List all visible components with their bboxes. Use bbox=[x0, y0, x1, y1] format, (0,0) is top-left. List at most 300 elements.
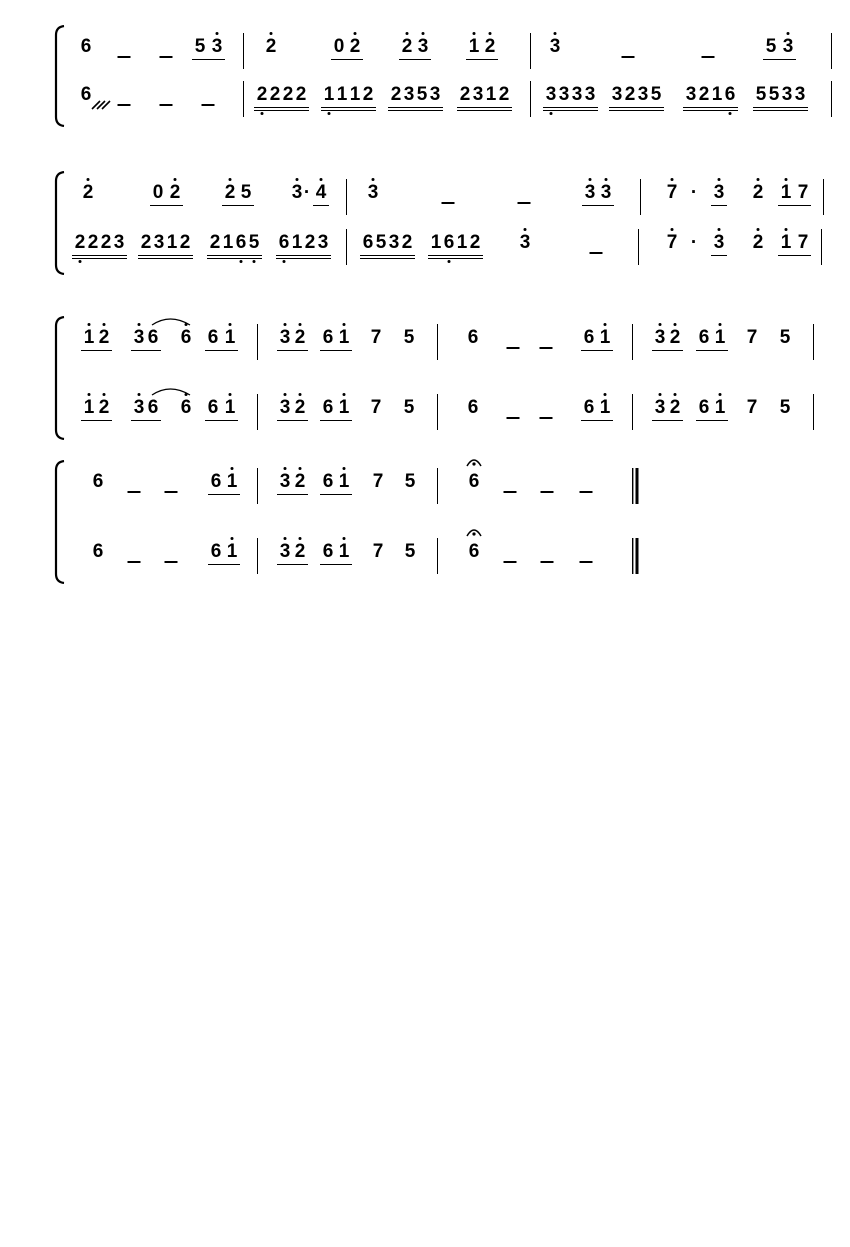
underline bbox=[205, 350, 238, 351]
note: 2 bbox=[224, 182, 236, 203]
note: 2 bbox=[401, 232, 413, 253]
double-underline bbox=[321, 110, 376, 111]
fermata-mark bbox=[465, 455, 483, 473]
underline bbox=[696, 420, 728, 421]
octave-dot-above bbox=[229, 178, 232, 181]
note: 3 bbox=[133, 397, 145, 418]
note: 3 bbox=[153, 232, 165, 253]
octave-dot-above bbox=[343, 393, 346, 396]
note: 6 bbox=[278, 232, 290, 253]
note: 3 bbox=[637, 84, 649, 105]
octave-dot-above bbox=[299, 467, 302, 470]
note: 3 bbox=[279, 471, 291, 492]
note: 2 bbox=[624, 84, 636, 105]
note: 3 bbox=[133, 327, 145, 348]
note: 7 bbox=[666, 182, 678, 203]
note: 3 bbox=[403, 84, 415, 105]
double-underline bbox=[72, 258, 127, 259]
underline bbox=[543, 107, 598, 108]
underline bbox=[320, 350, 352, 351]
note: 6 bbox=[467, 327, 479, 348]
note: 2 bbox=[669, 397, 681, 418]
octave-dot-above bbox=[284, 537, 287, 540]
note: 1 bbox=[430, 232, 442, 253]
octave-dot-above bbox=[103, 323, 106, 326]
note: 3 bbox=[685, 84, 697, 105]
note: 6 bbox=[207, 327, 219, 348]
octave-dot-above bbox=[589, 178, 592, 181]
note: 2 bbox=[98, 327, 110, 348]
sustain-dash bbox=[128, 491, 141, 493]
octave-dot-above bbox=[343, 467, 346, 470]
note: 3 bbox=[558, 84, 570, 105]
note: 1 bbox=[291, 232, 303, 253]
underline bbox=[778, 255, 811, 256]
note: 5 bbox=[404, 541, 416, 562]
octave-dot-above bbox=[406, 32, 409, 35]
double-underline bbox=[543, 110, 598, 111]
slur bbox=[150, 384, 192, 402]
underline bbox=[320, 564, 352, 565]
underline bbox=[208, 494, 240, 495]
note: 6 bbox=[235, 232, 247, 253]
barline bbox=[346, 229, 347, 265]
note: 6 bbox=[322, 327, 334, 348]
note: 2 bbox=[282, 84, 294, 105]
double-underline bbox=[138, 258, 193, 259]
note: 3 bbox=[782, 36, 794, 57]
underline bbox=[254, 107, 309, 108]
double-underline bbox=[276, 258, 331, 259]
octave-dot-above bbox=[299, 323, 302, 326]
barline bbox=[437, 394, 438, 430]
note: 6 bbox=[724, 84, 736, 105]
barline bbox=[831, 81, 832, 117]
note: 0 bbox=[152, 182, 164, 203]
underline bbox=[277, 420, 308, 421]
note: 6 bbox=[210, 541, 222, 562]
sustain-dash bbox=[504, 491, 517, 493]
note: 1 bbox=[780, 182, 792, 203]
octave-dot-below bbox=[240, 260, 243, 263]
note: 2 bbox=[669, 327, 681, 348]
note: · bbox=[303, 182, 311, 203]
octave-dot-above bbox=[787, 32, 790, 35]
note: 1 bbox=[226, 541, 238, 562]
note: 3 bbox=[781, 84, 793, 105]
octave-dot-above bbox=[296, 178, 299, 181]
octave-dot-above bbox=[299, 537, 302, 540]
octave-dot-above bbox=[87, 178, 90, 181]
note: 5 bbox=[240, 182, 252, 203]
octave-dot-above bbox=[671, 228, 674, 231]
sustain-dash bbox=[160, 56, 173, 58]
octave-dot-above bbox=[604, 323, 607, 326]
note: 3 bbox=[519, 232, 531, 253]
note: 7 bbox=[797, 182, 809, 203]
note: 1 bbox=[456, 232, 468, 253]
note: 5 bbox=[404, 471, 416, 492]
note: 6 bbox=[322, 471, 334, 492]
double-underline bbox=[457, 110, 512, 111]
octave-dot-above bbox=[229, 323, 232, 326]
barline bbox=[530, 81, 531, 117]
double-underline bbox=[683, 110, 738, 111]
note: 6 bbox=[210, 471, 222, 492]
note: 2 bbox=[82, 182, 94, 203]
octave-dot-above bbox=[216, 32, 219, 35]
underline bbox=[207, 255, 262, 256]
underline bbox=[208, 564, 240, 565]
underline bbox=[696, 350, 728, 351]
underline bbox=[388, 107, 443, 108]
note: 1 bbox=[714, 327, 726, 348]
note: 2 bbox=[256, 84, 268, 105]
note: 7 bbox=[666, 232, 678, 253]
note: 3 bbox=[113, 232, 125, 253]
octave-dot-above bbox=[757, 228, 760, 231]
note: 6 bbox=[80, 36, 92, 57]
underline bbox=[313, 205, 329, 206]
underline bbox=[320, 494, 352, 495]
note: 6 bbox=[583, 327, 595, 348]
underline bbox=[277, 564, 308, 565]
note: 3 bbox=[600, 182, 612, 203]
double-underline bbox=[254, 110, 309, 111]
note: 2 bbox=[349, 36, 361, 57]
octave-dot-above bbox=[674, 393, 677, 396]
note: 6 bbox=[322, 397, 334, 418]
note: 3 bbox=[654, 327, 666, 348]
note: 1 bbox=[83, 327, 95, 348]
note: 1 bbox=[338, 471, 350, 492]
note: 2 bbox=[469, 232, 481, 253]
underline bbox=[138, 255, 193, 256]
underline bbox=[753, 107, 808, 108]
note: · bbox=[690, 182, 698, 203]
octave-dot-above bbox=[229, 393, 232, 396]
note: 6 bbox=[180, 397, 192, 418]
note: 2 bbox=[304, 232, 316, 253]
note: 5 bbox=[248, 232, 260, 253]
note: 3 bbox=[291, 182, 303, 203]
note: 7 bbox=[370, 327, 382, 348]
note: 1 bbox=[224, 327, 236, 348]
note: 1 bbox=[224, 397, 236, 418]
sustain-dash bbox=[518, 202, 531, 204]
octave-dot-above bbox=[524, 228, 527, 231]
barline bbox=[813, 394, 814, 430]
note: 5 bbox=[779, 327, 791, 348]
sustain-dash bbox=[590, 252, 603, 254]
note: 2 bbox=[484, 36, 496, 57]
note: 1 bbox=[166, 232, 178, 253]
note: 2 bbox=[294, 541, 306, 562]
note: 5 bbox=[416, 84, 428, 105]
octave-dot-below bbox=[729, 112, 732, 115]
note: 0 bbox=[333, 36, 345, 57]
sustain-dash bbox=[507, 347, 520, 349]
octave-dot-above bbox=[138, 393, 141, 396]
underline bbox=[652, 350, 683, 351]
note: 1 bbox=[336, 84, 348, 105]
note: 2 bbox=[269, 84, 281, 105]
sustain-dash bbox=[541, 491, 554, 493]
octave-dot-below bbox=[550, 112, 553, 115]
octave-dot-above bbox=[659, 393, 662, 396]
note: 6 bbox=[698, 397, 710, 418]
note: 6 bbox=[468, 541, 480, 562]
tremolo-mark bbox=[90, 97, 116, 116]
sustain-dash bbox=[507, 417, 520, 419]
note: 6 bbox=[147, 327, 159, 348]
note: 3 bbox=[545, 84, 557, 105]
octave-dot-above bbox=[718, 178, 721, 181]
note: 5 bbox=[403, 327, 415, 348]
double-underline bbox=[388, 110, 443, 111]
note: 2 bbox=[98, 397, 110, 418]
octave-dot-above bbox=[659, 323, 662, 326]
barline bbox=[638, 229, 639, 265]
octave-dot-above bbox=[88, 323, 91, 326]
note: 3 bbox=[279, 327, 291, 348]
octave-dot-above bbox=[343, 323, 346, 326]
octave-dot-above bbox=[354, 32, 357, 35]
note: 2 bbox=[100, 232, 112, 253]
note: 3 bbox=[584, 182, 596, 203]
sustain-dash bbox=[442, 202, 455, 204]
note: 3 bbox=[472, 84, 484, 105]
note: 2 bbox=[362, 84, 374, 105]
note: 3 bbox=[713, 232, 725, 253]
underline bbox=[277, 350, 308, 351]
note: 7 bbox=[370, 397, 382, 418]
note: 1 bbox=[338, 397, 350, 418]
barline bbox=[257, 468, 258, 504]
underline bbox=[205, 420, 238, 421]
fermata-mark bbox=[465, 525, 483, 543]
double-underline bbox=[609, 110, 664, 111]
note: 6 bbox=[180, 327, 192, 348]
octave-dot-above bbox=[757, 178, 760, 181]
sustain-dash bbox=[160, 104, 173, 106]
system-bracket bbox=[54, 171, 64, 275]
underline bbox=[72, 255, 127, 256]
note: 1 bbox=[226, 471, 238, 492]
barline bbox=[821, 229, 822, 265]
underline bbox=[320, 420, 352, 421]
note: 3 bbox=[794, 84, 806, 105]
note: 2 bbox=[752, 232, 764, 253]
note: 7 bbox=[372, 471, 384, 492]
barline bbox=[640, 179, 641, 215]
underline bbox=[428, 255, 483, 256]
note: 2 bbox=[265, 36, 277, 57]
barline bbox=[632, 324, 633, 360]
note: 1 bbox=[485, 84, 497, 105]
note: 7 bbox=[746, 397, 758, 418]
note: 2 bbox=[140, 232, 152, 253]
underline bbox=[778, 205, 811, 206]
octave-dot-above bbox=[103, 393, 106, 396]
underline bbox=[466, 59, 498, 60]
barline bbox=[243, 81, 244, 117]
note: 7 bbox=[746, 327, 758, 348]
underline bbox=[150, 205, 183, 206]
note: 3 bbox=[367, 182, 379, 203]
octave-dot-above bbox=[231, 467, 234, 470]
octave-dot-above bbox=[604, 393, 607, 396]
double-underline bbox=[428, 258, 483, 259]
barline bbox=[243, 33, 244, 69]
barline bbox=[346, 179, 347, 215]
octave-dot-above bbox=[284, 467, 287, 470]
note: 6 bbox=[467, 397, 479, 418]
slur bbox=[150, 314, 192, 332]
note: 7 bbox=[372, 541, 384, 562]
octave-dot-above bbox=[785, 228, 788, 231]
note: 6 bbox=[322, 541, 334, 562]
final-barline bbox=[632, 538, 640, 579]
note: 1 bbox=[711, 84, 723, 105]
note: 5 bbox=[403, 397, 415, 418]
note: 1 bbox=[323, 84, 335, 105]
note: 6 bbox=[80, 84, 92, 105]
underline bbox=[399, 59, 431, 60]
double-underline bbox=[360, 258, 415, 259]
sustain-dash bbox=[504, 561, 517, 563]
note: 3 bbox=[549, 36, 561, 57]
underline bbox=[192, 59, 225, 60]
sustain-dash bbox=[702, 56, 715, 58]
note: 1 bbox=[780, 232, 792, 253]
barline bbox=[257, 538, 258, 574]
note: 2 bbox=[209, 232, 221, 253]
underline bbox=[222, 205, 254, 206]
octave-dot-above bbox=[674, 323, 677, 326]
octave-dot-above bbox=[719, 323, 722, 326]
octave-dot-below bbox=[253, 260, 256, 263]
note: 2 bbox=[498, 84, 510, 105]
note: 5 bbox=[194, 36, 206, 57]
note: 1 bbox=[599, 397, 611, 418]
note: 2 bbox=[294, 327, 306, 348]
note: 6 bbox=[443, 232, 455, 253]
underline bbox=[321, 107, 376, 108]
sustain-dash bbox=[540, 347, 553, 349]
note: 1 bbox=[222, 232, 234, 253]
sustain-dash bbox=[118, 56, 131, 58]
note: 1 bbox=[338, 327, 350, 348]
octave-dot-below bbox=[261, 112, 264, 115]
note: 3 bbox=[279, 541, 291, 562]
note: 6 bbox=[468, 471, 480, 492]
underline bbox=[276, 255, 331, 256]
sustain-dash bbox=[128, 561, 141, 563]
barline bbox=[632, 394, 633, 430]
note: 6 bbox=[207, 397, 219, 418]
underline bbox=[711, 255, 727, 256]
octave-dot-above bbox=[422, 32, 425, 35]
octave-dot-above bbox=[174, 178, 177, 181]
note: 3 bbox=[611, 84, 623, 105]
note: 5 bbox=[375, 232, 387, 253]
sustain-dash bbox=[540, 417, 553, 419]
underline bbox=[81, 420, 112, 421]
octave-dot-above bbox=[489, 32, 492, 35]
octave-dot-above bbox=[343, 537, 346, 540]
note: 3 bbox=[584, 84, 596, 105]
underline bbox=[131, 420, 161, 421]
underline bbox=[581, 420, 613, 421]
sustain-dash bbox=[165, 561, 178, 563]
octave-dot-above bbox=[473, 32, 476, 35]
note: 6 bbox=[92, 471, 104, 492]
octave-dot-below bbox=[283, 260, 286, 263]
barline bbox=[831, 33, 832, 69]
underline bbox=[81, 350, 112, 351]
note: 5 bbox=[768, 84, 780, 105]
octave-dot-above bbox=[554, 32, 557, 35]
note: 3 bbox=[388, 232, 400, 253]
note: · bbox=[690, 232, 698, 253]
note: 5 bbox=[755, 84, 767, 105]
octave-dot-above bbox=[138, 323, 141, 326]
note: 2 bbox=[390, 84, 402, 105]
note: 1 bbox=[349, 84, 361, 105]
barline bbox=[823, 179, 824, 215]
note: 3 bbox=[654, 397, 666, 418]
note: 2 bbox=[179, 232, 191, 253]
sustain-dash bbox=[165, 491, 178, 493]
note: 1 bbox=[83, 397, 95, 418]
octave-dot-above bbox=[88, 393, 91, 396]
sustain-dash bbox=[202, 104, 215, 106]
octave-dot-above bbox=[785, 178, 788, 181]
barline bbox=[437, 468, 438, 504]
system-bracket bbox=[54, 316, 64, 440]
barline bbox=[813, 324, 814, 360]
note: 2 bbox=[698, 84, 710, 105]
note: 2 bbox=[74, 232, 86, 253]
underline bbox=[582, 205, 614, 206]
underline bbox=[763, 59, 796, 60]
note: 7 bbox=[797, 232, 809, 253]
note: 6 bbox=[583, 397, 595, 418]
underline bbox=[581, 350, 613, 351]
octave-dot-above bbox=[718, 228, 721, 231]
note: 3 bbox=[571, 84, 583, 105]
note: 3 bbox=[211, 36, 223, 57]
sustain-dash bbox=[118, 104, 131, 106]
note: 3 bbox=[713, 182, 725, 203]
note: 2 bbox=[294, 471, 306, 492]
underline bbox=[360, 255, 415, 256]
note: 6 bbox=[698, 327, 710, 348]
sustain-dash bbox=[541, 561, 554, 563]
octave-dot-below bbox=[448, 260, 451, 263]
underline bbox=[331, 59, 363, 60]
barline bbox=[530, 33, 531, 69]
note: 2 bbox=[295, 84, 307, 105]
underline bbox=[683, 107, 738, 108]
octave-dot-above bbox=[671, 178, 674, 181]
barline bbox=[437, 538, 438, 574]
underline bbox=[652, 420, 683, 421]
note: 6 bbox=[92, 541, 104, 562]
sustain-dash bbox=[580, 491, 593, 493]
note: 1 bbox=[468, 36, 480, 57]
